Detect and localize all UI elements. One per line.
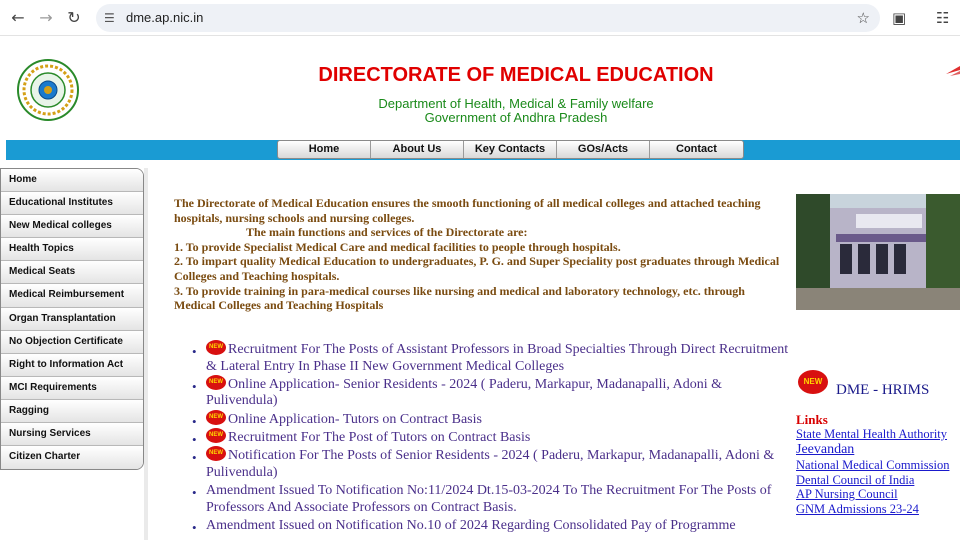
extensions-icon[interactable]: ▣ bbox=[892, 9, 907, 27]
sidebar-item-new-medical-colleges[interactable]: New Medical colleges bbox=[1, 215, 143, 238]
link-national-medical-commission[interactable]: National Medical Commission bbox=[796, 457, 950, 472]
top-nav-home[interactable]: Home bbox=[278, 141, 371, 158]
news-item[interactable] bbox=[192, 412, 790, 429]
side-panel-icon[interactable]: ☷ bbox=[936, 9, 950, 27]
news-item[interactable] bbox=[192, 483, 790, 516]
sidebar-item-health-topics[interactable]: Health Topics bbox=[1, 238, 143, 261]
top-menu bbox=[277, 140, 744, 159]
news-link[interactable]: Amendment Issued on Notification No.10 of 2024 Regarding Consolidated Pay of Programme bbox=[206, 518, 736, 534]
sidebar-item-medical-seats[interactable]: Medical Seats bbox=[1, 261, 143, 284]
news-link[interactable]: Recruitment For The Posts of Assistant Professors in Broad Specialties Through Direct Recruitment & Lateral Entry In Phase II New Government Medical Colleges bbox=[206, 342, 789, 374]
sidebar-item-organ-transplantation[interactable]: Organ Transplantation bbox=[1, 308, 143, 331]
address-bar[interactable] bbox=[96, 4, 880, 32]
link-ap-nursing-council[interactable]: AP Nursing Council bbox=[796, 487, 898, 502]
new-badge-icon: NEW bbox=[206, 340, 226, 355]
government-subtitle: Government of Andhra Pradesh bbox=[424, 110, 608, 125]
new-badge-icon: NEW bbox=[206, 428, 226, 443]
sidebar-item-educational-institutes[interactable]: Educational Institutes bbox=[1, 192, 143, 215]
department-subtitle: Department of Health, Medical & Family welfare bbox=[378, 96, 654, 111]
news-item[interactable] bbox=[192, 430, 790, 447]
url-text[interactable]: dme.ap.nic.in bbox=[126, 10, 204, 25]
sidebar-item-medical-reimbursement[interactable]: Medical Reimbursement bbox=[1, 284, 143, 307]
reload-icon[interactable]: ↻ bbox=[67, 8, 81, 27]
intro-point-2: 2. To impart quality Medical Education to undergraduates, P. G. and Super Speciality post graduates through Medical Colleges and Teaching hospitals. bbox=[174, 254, 780, 283]
dme-hrims-link[interactable]: DME - HRIMS bbox=[836, 382, 930, 398]
intro-point-3: 3. To provide training in para-medical courses like nursing and medical and laboratory technology, etc. through Medical Colleges and Teaching Hospitals bbox=[174, 283, 745, 313]
sidebar-item-no-objection-certificate[interactable]: No Objection Certificate bbox=[1, 331, 143, 354]
sidebar-item-citizen-charter[interactable]: Citizen Charter bbox=[1, 446, 143, 469]
partial-logo-icon bbox=[942, 62, 960, 80]
sidebar-item-right-to-information-act[interactable]: Right to Information Act bbox=[1, 354, 143, 377]
sidebar-item-nursing-services[interactable]: Nursing Services bbox=[1, 423, 143, 446]
top-nav-gos-acts[interactable]: GOs/Acts bbox=[557, 141, 650, 158]
news-link[interactable]: Recruitment For The Post of Tutors on Contract Basis bbox=[228, 430, 531, 446]
sidebar-item-home[interactable]: Home bbox=[1, 169, 143, 192]
external-links-list bbox=[796, 427, 960, 517]
new-badge-icon: NEW bbox=[206, 446, 226, 461]
sidebar-item-ragging[interactable]: Ragging bbox=[1, 400, 143, 423]
hrms-new-badge-icon: NEW bbox=[798, 370, 828, 394]
top-nav-contact[interactable]: Contact bbox=[676, 143, 717, 155]
news-link[interactable]: Notification For The Posts of Senior Residents - 2024 ( Paderu, Markapur, Madanapalli, Adoni & Pulivendula) bbox=[206, 448, 775, 480]
link-state-mental-health-authority[interactable]: State Mental Health Authority bbox=[796, 427, 948, 441]
intro-point-1: 1. To provide Specialist Medical Care and medical facilities to people through hospitals. bbox=[174, 239, 621, 254]
intro-functions-heading: The main functions and services of the Directorate are: bbox=[246, 225, 528, 240]
news-link[interactable]: Online Application- Tutors on Contract Basis bbox=[228, 411, 482, 427]
news-list bbox=[192, 342, 790, 536]
intro-paragraph: The Directorate of Medical Education ensures the smooth functioning of all medical colleges and attached teaching hospitals, nursing schools and nursing colleges. bbox=[174, 196, 761, 225]
browser-toolbar bbox=[0, 0, 960, 36]
news-link[interactable]: Online Application- Senior Residents - 2024 ( Paderu, Markapur, Madanapalli, Adoni & Pulivendula) bbox=[206, 376, 723, 409]
back-arrow-icon[interactable]: ← bbox=[11, 8, 25, 27]
news-link[interactable]: Amendment Issued To Notification No:11/2024 Dt.15-03-2024 To The Recruitment For The Posts of Professors And Associate Professors on Contract Basis. bbox=[206, 483, 772, 515]
top-nav-about-us[interactable]: About Us bbox=[371, 141, 464, 158]
links-heading: Links bbox=[796, 412, 828, 427]
sidebar-menu bbox=[0, 168, 144, 470]
news-item[interactable] bbox=[192, 518, 790, 535]
new-badge-icon: NEW bbox=[206, 410, 226, 425]
bookmark-star-icon[interactable]: ☆ bbox=[856, 9, 870, 27]
sidebar-item-mci-requirements[interactable]: MCI Requirements bbox=[1, 377, 143, 400]
news-item[interactable] bbox=[192, 448, 790, 481]
link-gnm-admissions[interactable]: GNM Admissions 23-24 bbox=[796, 502, 919, 517]
page-title: DIRECTORATE OF MEDICAL EDUCATION bbox=[318, 64, 714, 86]
ap-government-emblem-icon bbox=[16, 58, 80, 122]
site-settings-icon[interactable]: ☰ bbox=[104, 11, 115, 25]
building-photo bbox=[796, 194, 960, 310]
news-item[interactable] bbox=[192, 377, 790, 410]
top-nav-key-contacts[interactable]: Key Contacts bbox=[464, 141, 557, 158]
forward-arrow-icon[interactable]: → bbox=[39, 8, 53, 27]
news-item[interactable] bbox=[192, 342, 790, 375]
intro-text bbox=[174, 196, 786, 313]
link-dental-council-of-india[interactable]: Dental Council of India bbox=[796, 472, 915, 487]
link-jeevandan[interactable]: Jeevandan bbox=[796, 441, 855, 457]
content-divider bbox=[144, 168, 148, 540]
new-badge-icon: NEW bbox=[206, 375, 226, 390]
